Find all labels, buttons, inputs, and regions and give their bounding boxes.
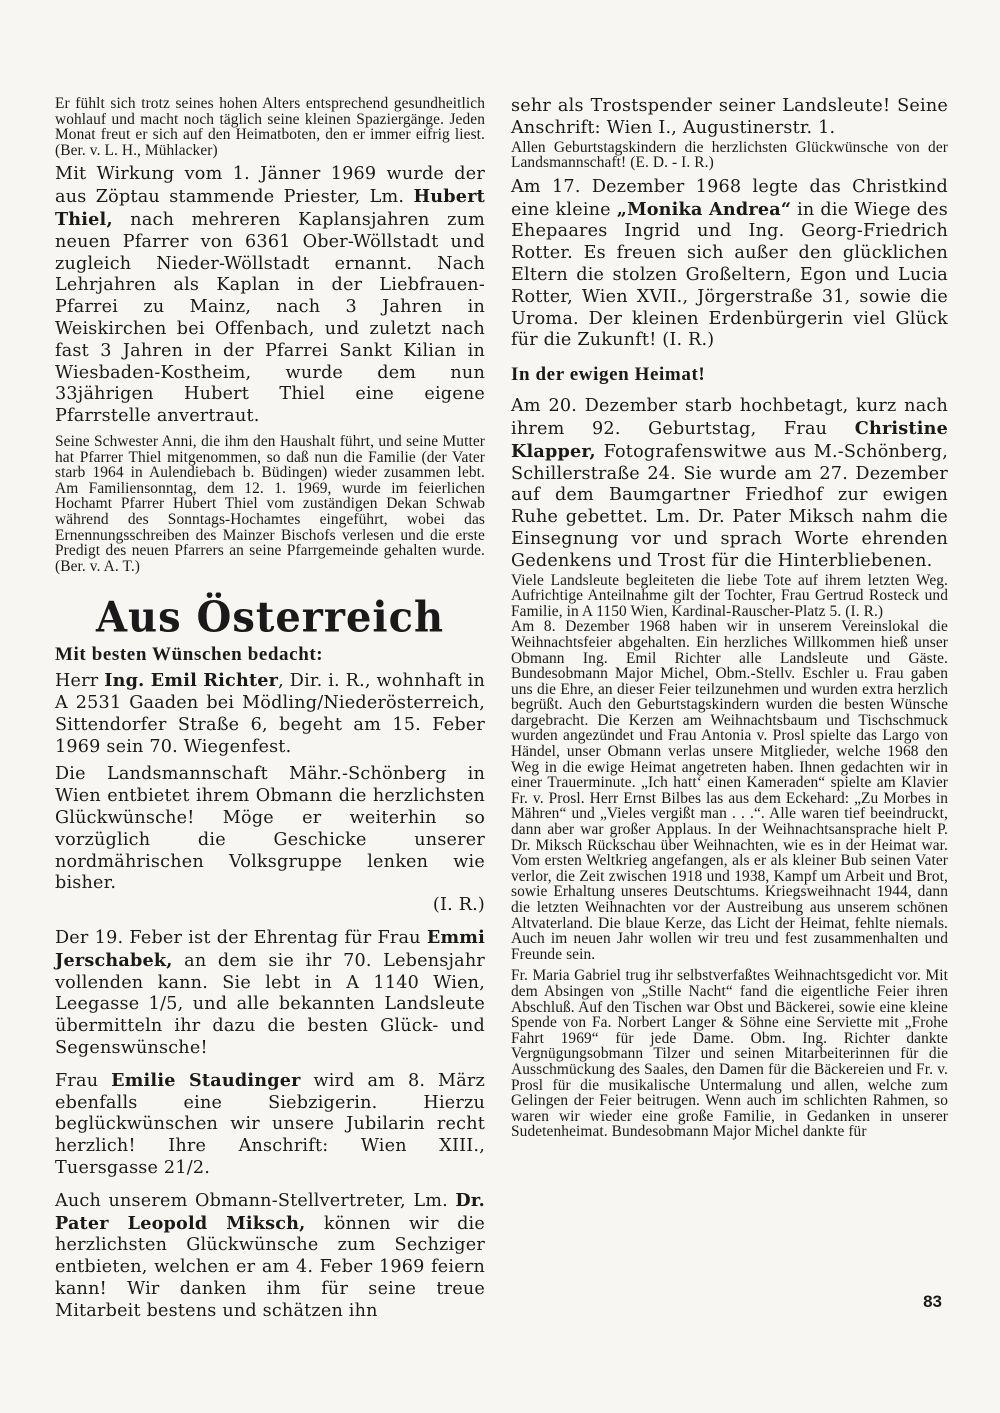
person-name: Ing. Emil Richter [104,670,279,692]
article-paragraph: Viele Landsleute begleiteten die liebe Tote auf ihrem letzten Weg. Aufrichtige Anteilnahme gilt der Tochter, Frau Gertrud Rosteck und Familie, in A 1150 Wien, Kardinal-Rauscher-Platz 5. (I. R.) [511,571,948,620]
article-paragraph: Der 19. Feber ist der Ehrentag für Frau Emmi Jerschabek, an dem sie ihr 70. Lebensjahr vollenden kann. Sie lebt in A 1140 Wien, Leegasse 1/5, und alle bekannten Landsleute übermitteln ihr dazu die besten Glück- und Segenswünsche! [55,927,485,1059]
person-name: Dr. Pater Leopold Miksch, [55,1189,485,1234]
person-name: Emmi Jerschabek, [55,927,485,971]
article-paragraph: Am 8. Dezember 1968 haben wir in unserem Vereinslokal die Weihnachtsfeier abgehalten. Ein herzliches Willkommen hieß unser Obmann Ing. Emil Richter alle Landsleute und Gäste. Bundesobmann Major Michel, Obm.-Stellv. Eschler u. Frau gaben uns die Ehre, an dieser Feier teilzunehmen und wurden extra herzlich begrüßt. Auch den Geburtstagskindern wurden die besten Wünsche dargebracht. Die Kerzen am Weihnachtsbaum und Tischschmuck wurden angezündet und Frau Antonia v. Prosl spielte das Largo von Händel, unser Obmann verlas unsere Mitglieder, welche 1968 den Weg in die ewige Heimat angetreten haben. Ihnen gedachten wir in einer Trauerminute. „Ich hatt‘ einen Kameraden“ spielte am Klavier Fr. v. Prosl. Herr Ernst Bilbes las aus dem Eckehard: „Zu Morbes in Mähren“ und „Vieles vergißt man . . .“. Alle waren tief beeindruckt, dann aber war großer Applaus. In der Weihnachtsansprache hielt P. Dr. Miksch Rückschau über Weihnachten, wie es in der Heimat war. Vom ersten Weltkrieg angefangen, als er als kleiner Bub seinen Vater verlor, die Zeit zwischen 1918 und 1938, Kampf um Arbeit und Brot, sowie Erhaltung unseres Deutschtums. Kriegsweihnacht 1944, dann die letzten Weihnachten vor der Austreibung aus unserem schönen Altvaterland. Die blaue Kerze, das Licht der Heimat, fehlte niemals. Auch im neuen Jahr wollen wir treu und fest zusammenhalten und Freunde sein. [511,618,948,963]
page-number: 83 [923,1292,942,1311]
article-paragraph: Am 20. Dezember starb hochbetagt, kurz nach ihrem 92. Geburtstag, Frau Christine Klapper, Fotografenswitwe aus M.-Schönberg, Schillerstraße 24. Sie wurde am 27. Dezember auf dem Baumgartner Friedhof zur ewigen Ruhe gebettet. Lm. Dr. Pater Miksch nahm die Einsegnung vor und sprach Worte ehrenden Gedenkens und Trost für die Hinterbliebenen. [511,396,948,571]
article-paragraph: Die Landsmannschaft Mähr.-Schönberg in Wien entbietet ihrem Obmann die herzlichsten Glückwünsche! Möge er weiterhin so vorzüglich die Geschicke unserer nordmährischen Volksgruppe lenken wie bisher. [55,764,485,894]
article-paragraph: Er fühlt sich trotz seines hohen Alters entsprechend gesundheitlich wohlauf und macht noch täglich seine kleinen Spaziergänge. Jeden Monat freut er sich auf den Heimatboten, den er immer eifrig liest. (Ber. v. L. H., Mühlacker) [55,95,485,159]
person-name: Emilie Staudinger [111,1069,301,1091]
person-name: „Monika Andrea“ [616,198,792,220]
left-column [55,96,485,1323]
article-paragraph: Mit Wirkung vom 1. Jänner 1969 wurde der aus Zöptau stammende Priester, Lm. Hubert Thiel, nach mehreren Kaplansjahren zum neuen Pfarrer von 6361 Ober-Wöllstadt und zugleich Nieder-Wöllstadt ernannt. Nach Lehrjahren als Kaplan in der Liebfrauen-Pfarrei zu Mainz, nach 3 Jahren in Weiskirchen bei Offenbach, und zuletzt nach fast 3 Jahren in der Pfarrei Sankt Kilian in Wiesbaden-Kostheim, wurde dem nun 33jährigen Hubert Thiel eine eigene Pfarrstelle anvertraut. [55,164,485,427]
article-paragraph: Am 17. Dezember 1968 legte das Christkind eine kleine „Monika Andrea“ in die Wiege des Ehepaares Ingrid und Ing. Georg-Friedrich Rotter. Es freuen sich außer den glücklichen Eltern die stolzen Großeltern, Egon und Lucia Rotter, Wien XVII., Jörgerstraße 31, sowie die Uroma. Der kleinen Erdenbürgerin viel Glück für die Zukunft! (I. R.) [511,176,948,351]
person-name: Hubert Thiel, [55,186,485,230]
article-paragraph: Herr Ing. Emil Richter, Dir. i. R., wohnhaft in A 2531 Gaaden bei Mödling/Niederösterreich, Sittendorfer Straße 6, begeht am 15. Feber 1969 sein 70. Wiegenfest. [55,670,485,757]
article-paragraph: Allen Geburtstagskindern die herzlichsten Glückwünsche von der Landsmannschaft! (E. D. - I. R.) [511,138,948,172]
person-name: Christine Klapper, [511,417,948,462]
section-heading: Aus Österreich [95,593,445,643]
article-paragraph: sehr als Trostspender seiner Landsleute! Seine Anschrift: Wien I., Augustinerstr. 1. [511,96,948,138]
right-column [511,96,948,1140]
article-paragraph: Seine Schwester Anni, die ihm den Haushalt führt, und seine Mutter hat Pfarrer Thiel mitgenommen, so daß nun die Familie (der Vater starb 1964 in Aulendiebach b. Büdingen) wieder zusammen lebt. Am Familiensonntag, dem 12. 1. 1969, wurde im feierlichen Hochamt Pfarrer Hubert Thiel vom zuständigen Dekan Schwab während des Sonntags-Hochamtes eingeführt, wobei das Ernennungsschreiben des Mainzer Bischofs verlesen und die erste Predigt des neuen Pfarrers an seine Pfarrgemeinde gehalten wurde. (Ber. v. A. T.) [55,432,485,575]
article-paragraph: Auch unserem Obmann-Stellvertreter, Lm. Dr. Pater Leopold Miksch, können wir die herzlichsten Glückwünsche zum Sechziger entbieten, welchen er am 4. Feber 1969 feiern kann! Wir danken ihm für seine treue Mitarbeit bestens und schätzen ihn [55,1189,485,1321]
signature: (I. R.) [432,895,485,916]
article-paragraph: Frau Emilie Staudinger wird am 8. März ebenfalls eine Siebzigerin. Hierzu beglückwünschen wir unsere Jubilarin recht herzlich! Ihre Anschrift: Wien XIII., Tuersgasse 21/2. [55,1069,485,1179]
subheading: In der ewigen Heimat! [511,364,706,386]
subheading: Mit besten Wünschen bedacht: [55,644,324,666]
article-paragraph: Fr. Maria Gabriel trug ihr selbstverfaßtes Weihnachtsgedicht vor. Mit dem Absingen von „Stille Nacht“ fand die eigentliche Feier ihren Abschluß. Auf den Tischen war Obst und Bäckerei, sowie eine kleine Spende von Fa. Norbert Langer & Söhne eine Serviette mit „Frohe Fahrt 1969“ für jede Dame. Obm. Ing. Richter dankte Vergnügungsobmann Tilzer und seinen Mitarbeiterinnen für die Ausschmückung des Saales, den Damen für die Bäckereien und Fr. v. Prosl für die musikalische Untermalung und allen, welche zum Gelingen der Feier beitrugen. Wenn auch im schlichten Rahmen, so waren wir wieder eine große Familie, in Gedanken in unserer Sudetenheimat. Bundesobmann Major Michel dankte für [511,967,948,1141]
